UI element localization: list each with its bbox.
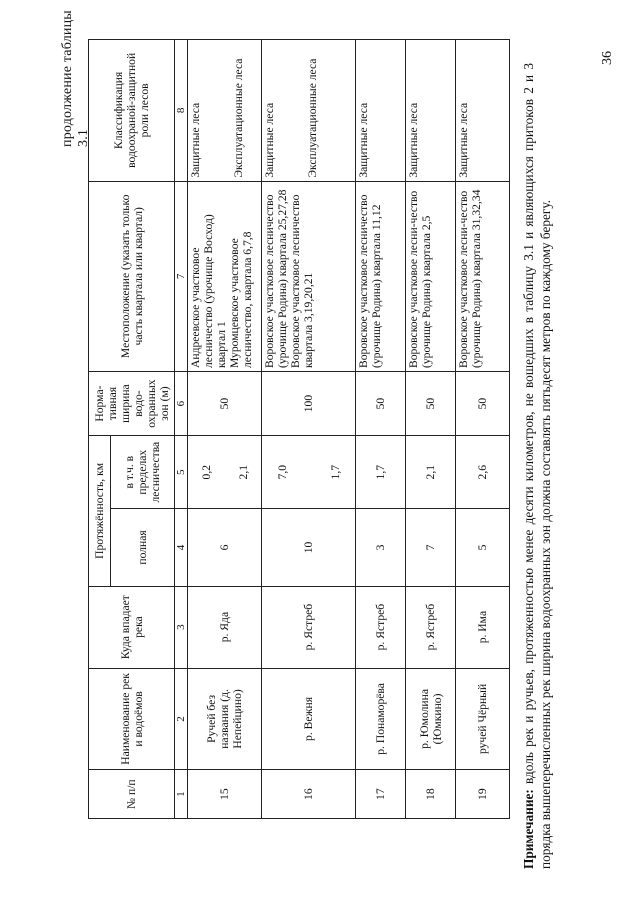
cell-mouth: р. Ястреб: [262, 586, 356, 668]
cell-mouth: р. Има: [456, 586, 510, 668]
cell-name: ручей Чёрный: [456, 668, 510, 770]
cell-classification: Защитные леса: [356, 40, 406, 182]
cell-length-full: 5: [456, 509, 510, 586]
cell-length-full: 6: [188, 509, 262, 586]
header-name: Наименование рек и водоёмов: [89, 668, 175, 770]
col-number: 8: [175, 40, 188, 182]
cell-num: 17: [356, 770, 406, 819]
table-continuation-label: продолжение таблицы 3.1: [60, 10, 91, 147]
header-num: № п/п: [89, 770, 175, 819]
location-text: Муромцевское участковое лесничество, квартала 6,7,8: [228, 231, 254, 368]
cell-length-full: 7: [406, 509, 456, 586]
cell-length-within: 2,1: [406, 436, 456, 509]
classification-text: Эксплуатационные леса: [306, 58, 319, 178]
location-text: Андреевское участковое лесничество (урочище Восход) квартал 1: [189, 214, 228, 368]
cell-width: 50: [406, 371, 456, 435]
cell-length-within: [188, 436, 262, 509]
location-text: Воровское участковое лесничество (урочище Родина) квартала 25,27,28: [263, 189, 289, 368]
cell-name: р. Понаморёва: [356, 668, 406, 770]
table-row: [262, 40, 356, 819]
col-number: 1: [175, 770, 188, 819]
cell-name: р. Юмолина (Юмкино): [406, 668, 456, 770]
table-note: [520, 63, 554, 869]
header-length-group: Протяжённость, км: [89, 436, 111, 587]
col-number: 7: [175, 181, 188, 371]
classification-text: Защитные леса: [189, 102, 202, 178]
cell-length-within: 2,6: [456, 436, 510, 509]
cell-length-within: 1,7: [356, 436, 406, 509]
cell-classification: [188, 40, 262, 182]
length-within-value: 0,2: [199, 464, 213, 480]
header-length-full: полная: [111, 509, 175, 586]
cell-name: Ручей без названия (д. Непейцино): [188, 668, 262, 770]
cell-num: 15: [188, 770, 262, 819]
cell-length-full: 10: [262, 509, 356, 586]
table-row: [188, 40, 262, 819]
rivers-table: [88, 39, 510, 819]
note-text: вдоль рек и ручьев, протяженностью менее десяти километров, не вошедших в таблицу 3.1 и являющихся притоков 2 и 3 порядка вышеперечисленных рек ширина водоохранных зон должна составлять пятьдесят метров по каждому берегу.: [521, 63, 553, 869]
cell-location: Воровское участковое лесни-чество (урочище Родина) квартала 31,32,34: [456, 181, 510, 371]
location-text: Воровское участковое лесничество квартала 3,19,20,21: [289, 194, 315, 368]
col-number: 5: [175, 436, 188, 509]
cell-num: 18: [406, 770, 456, 819]
col-number: 3: [175, 586, 188, 668]
cell-length-within: [262, 436, 356, 509]
classification-text: Защитные леса: [263, 102, 276, 178]
length-within-value: 7,0: [275, 464, 289, 480]
col-number: 2: [175, 668, 188, 770]
cell-width: 50: [356, 371, 406, 435]
classification-text: Эксплуатационные леса: [232, 58, 245, 178]
cell-location: [188, 181, 262, 371]
cell-width: 50: [188, 371, 262, 435]
col-number: 4: [175, 509, 188, 586]
table-row: [406, 40, 456, 819]
header-width: Норма-тивная ширина водо-охранных зон (м): [89, 371, 175, 435]
note-label: Примечание:: [521, 789, 536, 869]
cell-width: 100: [262, 371, 356, 435]
cell-length-full: 3: [356, 509, 406, 586]
length-within-value: 1,7: [328, 464, 342, 480]
table-row: [456, 40, 510, 819]
length-within-value: 2,1: [236, 464, 250, 480]
cell-location: Воровское участковое лесничество (урочище Родина) квартала 11,12: [356, 181, 406, 371]
cell-location: Воровское участковое лесни-чество (урочище Родина) квартала 2,5: [406, 181, 456, 371]
cell-classification: Защитные леса: [456, 40, 510, 182]
cell-mouth: р. Ястреб: [356, 586, 406, 668]
header-classification: Классификация водоохраной-защитной роли лесов: [89, 40, 175, 182]
cell-width: 50: [456, 371, 510, 435]
cell-num: 19: [456, 770, 510, 819]
col-number: 6: [175, 371, 188, 435]
cell-location: [262, 181, 356, 371]
header-location: Местоположение (указать только часть квартала или квартал): [89, 181, 175, 371]
cell-name: р. Вежня: [262, 668, 356, 770]
cell-classification: Защитные леса: [406, 40, 456, 182]
cell-num: 16: [262, 770, 356, 819]
cell-classification: [262, 40, 356, 182]
cell-mouth: р. Ястреб: [406, 586, 456, 668]
table-row: [356, 40, 406, 819]
header-length-within: в т.ч. в пределах лесничества: [111, 436, 175, 509]
header-mouth: Куда впадает река: [89, 586, 175, 668]
page-number: 36: [600, 51, 615, 65]
cell-mouth: р. Яда: [188, 586, 262, 668]
